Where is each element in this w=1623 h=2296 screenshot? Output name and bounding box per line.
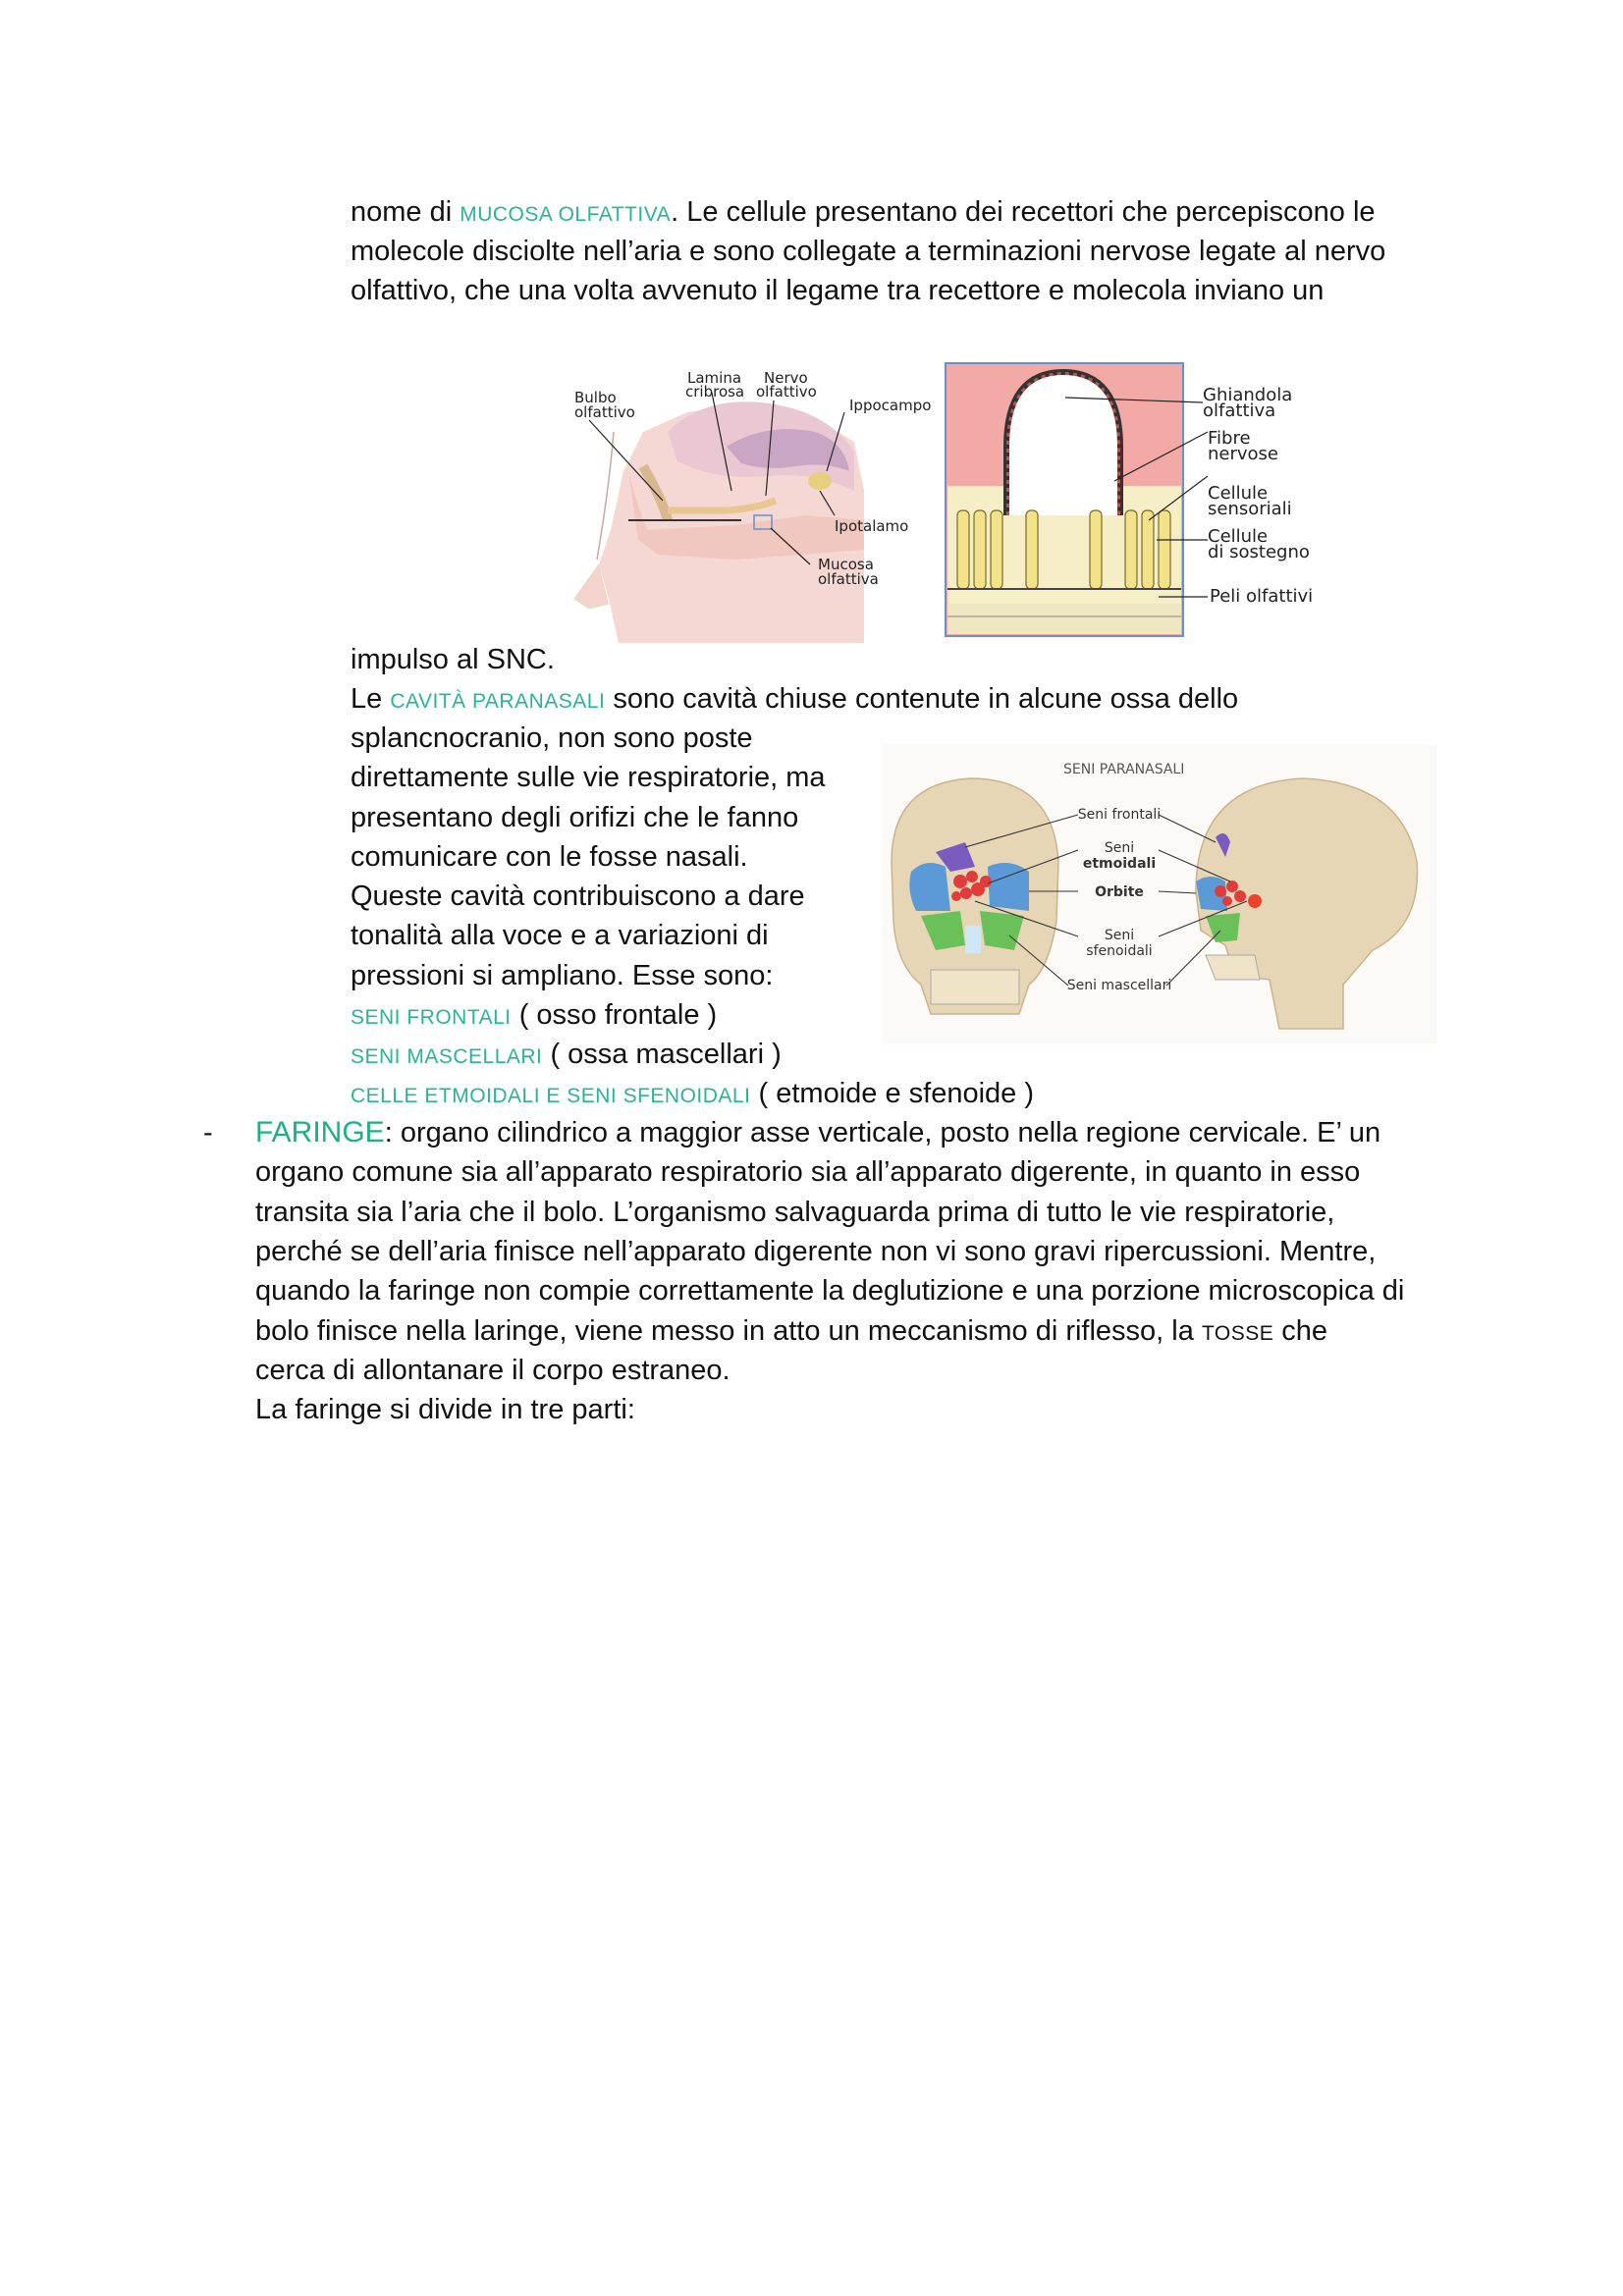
text-line — [255, 1113, 1380, 1152]
text-line: Queste cavità contribuiscono a dare — [351, 881, 805, 912]
label-nervo: Nervo olfattivo — [756, 369, 817, 400]
bullet-dash: - — [203, 1117, 213, 1148]
label-ipotalamo: Ipotalamo — [835, 517, 909, 535]
item-desc: ( ossa mascellari ) — [542, 1039, 782, 1070]
term-seni-mascellari: SENI MASCELLARI — [351, 1045, 543, 1068]
text-line: tonalità alla voce e a variazioni di — [351, 920, 769, 951]
text-line: perché se dell’aria finisce nell’apparato digerente non vi sono gravi ripercussioni. Mentre, — [255, 1236, 1377, 1267]
text-line: impulso al SNC. — [351, 644, 555, 675]
skull-front-illustration — [892, 778, 1058, 1014]
label-orbite: Orbite — [1095, 884, 1144, 900]
label-cellule-sostegno: Cellule di sostegno — [1208, 526, 1310, 562]
text-line: olfattivo, che una volta avvenuto il legame tra recettore e molecola inviano un — [351, 275, 1325, 306]
label-mucosa: Mucosa olfattiva — [818, 556, 879, 588]
text-fragment: che — [1273, 1315, 1328, 1347]
mucosa-detail-illustration — [946, 363, 1183, 636]
text-fragment: bolo finisce nella laringe, viene messo in atto un meccanismo di riflesso, la — [255, 1315, 1202, 1347]
text-line — [351, 192, 1376, 235]
text-line: pressioni si ampliano. Esse sono: — [351, 960, 774, 991]
sinuses-title: SENI PARANASALI — [1063, 762, 1185, 777]
label-seni-frontali: Seni frontali — [1077, 807, 1162, 823]
text-line: quando la faringe non compie correttamente la deglutizione e una porzione microscopica di — [255, 1275, 1405, 1307]
label-bulbo: Bulbo olfattivo — [574, 389, 635, 421]
term-tosse: TOSSE — [1201, 1322, 1274, 1345]
head-section-illustration — [574, 401, 864, 643]
text-line — [255, 1311, 1327, 1354]
text-line: cerca di allontanare il corpo estraneo. — [255, 1355, 730, 1386]
text-line — [351, 679, 1238, 721]
text-line: transita sia l’aria che il bolo. L’organismo salvaguarda prima di tutto le vie respiratorie, — [255, 1197, 1335, 1228]
text-line: comunicare con le fosse nasali. — [351, 841, 748, 873]
text-fragment: nome di — [351, 196, 460, 228]
text-line: molecole disciolte nell’aria e sono collegate a terminazioni nervose legate al nervo — [351, 236, 1386, 267]
text-fragment: Le — [351, 683, 391, 715]
label-seni-etmoidali: Seni etmoidali — [1082, 840, 1157, 872]
list-item — [351, 1074, 1034, 1116]
text-fragment: : organo cilindrico a maggior asse verticale, posto nella regione cervicale. E’ un — [384, 1117, 1381, 1148]
term-mucosa-olfattiva: MUCOSA OLFATTIVA — [460, 203, 672, 226]
olfactory-figure — [569, 353, 1335, 643]
label-ippocampo: Ippocampo — [849, 397, 932, 414]
label-lamina: Lamina cribrosa — [685, 369, 745, 400]
text-fragment: sono cavità chiuse contenute in alcune ossa dello — [605, 683, 1239, 715]
text-line: splancnocranio, non sono poste — [351, 722, 753, 754]
label-fibre: Fibre nervose — [1208, 428, 1278, 464]
item-desc: ( osso frontale ) — [511, 999, 718, 1031]
label-peli: Peli olfattivi — [1210, 586, 1314, 607]
text-fragment: . Le cellule presentano dei recettori che percepiscono le — [671, 196, 1376, 228]
sinuses-figure — [882, 744, 1436, 1043]
text-line: direttamente sulle vie respiratorie, ma — [351, 762, 826, 793]
text-line: La faringe si divide in tre parti: — [255, 1394, 635, 1425]
list-item — [351, 995, 717, 1038]
term-celle-etmoidali: CELLE ETMOIDALI E SENI SFENOIDALI — [351, 1085, 751, 1107]
label-seni-sfenoidali: Seni sfenoidali — [1086, 928, 1153, 959]
term-cavita-paranasali: CAVITÀ PARANASALI — [390, 690, 606, 713]
label-cellule-sensoriali: Cellule sensoriali — [1208, 483, 1292, 519]
item-desc: ( etmoide e sfenoide ) — [750, 1078, 1034, 1109]
term-seni-frontali: SENI FRONTALI — [351, 1006, 512, 1029]
label-ghiandola: Ghiandola olfattiva — [1203, 385, 1293, 421]
term-faringe: FARINGE — [255, 1116, 385, 1148]
text-line: presentano degli orifizi che le fanno — [351, 802, 799, 833]
text-line: organo comune sia all’apparato respiratorio sia all’apparato digerente, in quanto in esso — [255, 1156, 1361, 1188]
label-seni-mascellari: Seni mascellari — [1066, 978, 1172, 993]
list-item — [351, 1035, 782, 1077]
